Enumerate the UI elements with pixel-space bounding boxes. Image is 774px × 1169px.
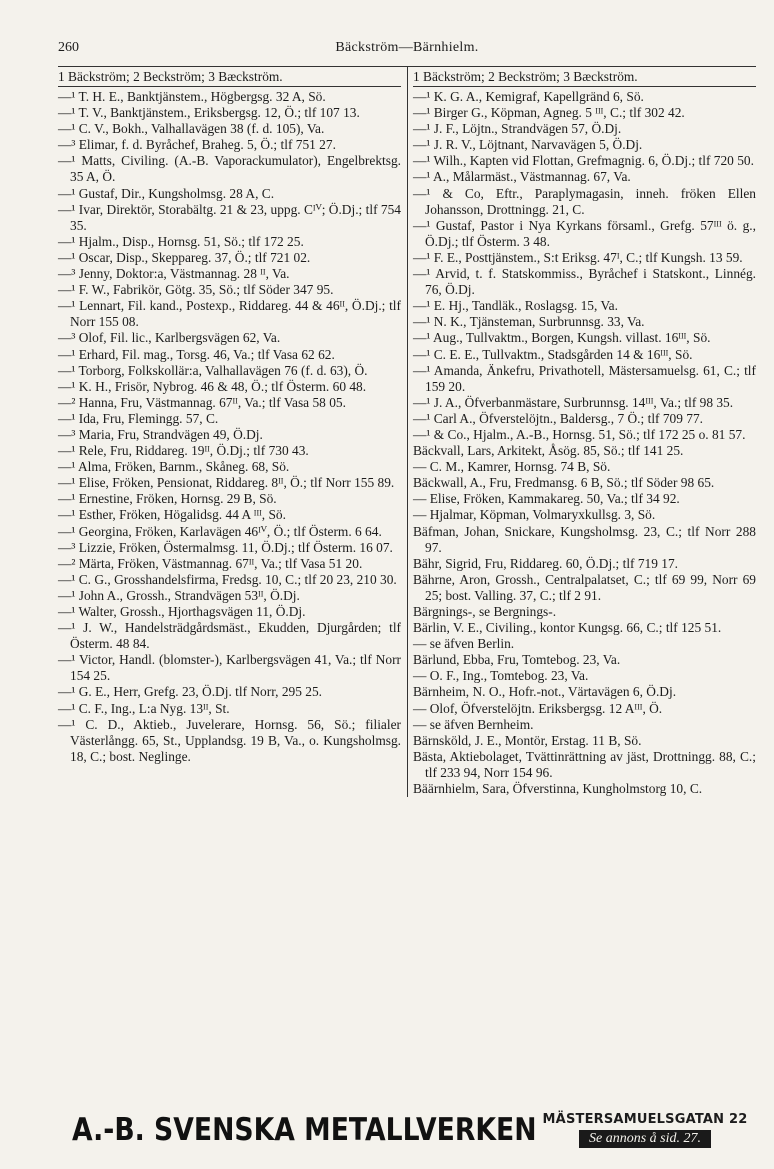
directory-entry: —³ Olof, Fil. lic., Karlbergsvägen 62, Va.	[58, 330, 281, 346]
directory-entry: —¹ Carl A., Öfverstelöjtn., Baldersg., 7 Ö.; tlf 709 77.	[413, 410, 704, 426]
directory-entry: Bärnheim, N. O., Hofr.-not., Värtavägen 6, Ö.Dj.	[413, 684, 677, 700]
left-column	[58, 67, 407, 797]
directory-entry: —¹ Birger G., Köpman, Agneg. 5 ᴵᴵᴵ, C.; tlf 302 42.	[413, 105, 685, 121]
advert-note: Se annons å sid. 27.	[579, 1130, 711, 1148]
columns	[58, 67, 756, 797]
directory-entry: —¹ C. F., Ing., L:a Nyg. 13ᴵᴵ, St.	[58, 700, 230, 716]
directory-entry: —¹ Rele, Fru, Riddareg. 19ᴵᴵ, Ö.Dj.; tlf 730 43.	[58, 443, 309, 459]
right-column	[407, 67, 756, 797]
directory-entry: —¹ & Co, Eftr., Paraplymagasin, inneh. fröken Ellen Johansson, Drottningg. 21, C.	[413, 185, 756, 217]
directory-entry: Bärnsköld, J. E., Montör, Erstag. 11 B, Sö.	[413, 732, 642, 748]
directory-entry: —¹ Erhard, Fil. mag., Torsg. 46, Va.; tlf Vasa 62 62.	[58, 346, 335, 362]
advert-company: A.-B. SVENSKA METALLVERKEN	[72, 1112, 537, 1148]
left-entry-list	[58, 89, 401, 765]
directory-entry: — Olof, Öfverstelöjtn. Eriksbergsg. 12 Aᴵᴵᴵ, Ö.	[413, 700, 663, 716]
directory-entry: —³ Elimar, f. d. Byråchef, Braheg. 5, Ö.; tlf 751 27.	[58, 137, 336, 153]
directory-entry: —¹ T. V., Banktjänstem., Eriksbergsg. 12, Ö.; tlf 107 13.	[58, 105, 360, 121]
directory-entry: Bästa, Aktiebolaget, Tvättinrättning av jäst, Drottningg. 88, C.; tlf 233 94, Norr 154 96.	[413, 748, 756, 780]
directory-entry: —² Hanna, Fru, Västmannag. 67ᴵᴵ, Va.; tlf Vasa 58 05.	[58, 394, 346, 410]
directory-entry: —¹ Georgina, Fröken, Karlavägen 46ᴵⱽ, Ö.; tlf Österm. 6 64.	[58, 523, 382, 539]
directory-entry: —¹ J. W., Handelsträdgårdsmäst., Ekudden, Djurgården; tlf Österm. 48 84.	[58, 620, 401, 652]
directory-entry: —¹ Gustaf, Pastor i Nya Kyrkans församl., Grefg. 57ᴵᴵᴵ ö. g., Ö.Dj.; tlf Österm. 3 48.	[413, 217, 756, 249]
advert-address: MÄSTERSAMUELSGATAN 22	[542, 1112, 748, 1127]
directory-entry: — Elise, Fröken, Kammakareg. 50, Va.; tlf 34 92.	[413, 491, 680, 507]
directory-entry: —² Märta, Fröken, Västmannag. 67ᴵᴵ, Va.; tlf Vasa 51 20.	[58, 555, 363, 571]
column-divider	[407, 67, 408, 797]
directory-page	[58, 40, 756, 1148]
directory-entry: —³ Lizzie, Fröken, Östermalmsg. 11, Ö.Dj.; tlf Österm. 16 07.	[58, 539, 393, 555]
directory-entry: —¹ Torborg, Folkskollär:a, Valhallavägen 76 (f. d. 63), Ö.	[58, 362, 368, 378]
directory-entry: —¹ Esther, Fröken, Högalidsg. 44 A ᴵᴵᴵ, Sö.	[58, 507, 286, 523]
directory-entry: Bäärnhielm, Sara, Öfverstinna, Kungholmstorg 10, C.	[413, 781, 703, 797]
directory-entry: — O. F., Ing., Tomtebog. 23, Va.	[413, 668, 589, 684]
directory-entry: —¹ C. E. E., Tullvaktm., Stadsgården 14 & 16ᴵᴵᴵ, Sö.	[413, 346, 693, 362]
directory-entry: —¹ C. D., Aktieb., Juvelerare, Hornsg. 56, Sö.; filialer Västerlångg. 65, St., Upplandsg. 19 B, Va., o. Kungsholmsg. 18, C.; bost. Neglinge.	[58, 716, 401, 764]
directory-entry: —¹ Alma, Fröken, Barnm., Skåneg. 68, Sö.	[58, 459, 290, 475]
directory-entry: —¹ F. W., Fabrikör, Götg. 35, Sö.; tlf Söder 347 95.	[58, 282, 334, 298]
directory-entry: —¹ John A., Grossh., Strandvägen 53ᴵᴵ, Ö.Dj.	[58, 587, 300, 603]
directory-entry: —¹ Ernestine, Fröken, Hornsg. 29 B, Sö.	[58, 491, 277, 507]
directory-entry: —³ Jenny, Doktor:a, Västmannag. 28 ᴵᴵ, Va.	[58, 266, 290, 282]
left-column-head: 1 Bäckström; 2 Beckström; 3 Bæckström.	[58, 67, 401, 87]
advert-side	[536, 1112, 754, 1148]
directory-entry: —¹ J. F., Löjtn., Strandvägen 57, Ö.Dj.	[413, 121, 622, 137]
right-entry-list	[413, 89, 756, 797]
directory-entry: —¹ Gustaf, Dir., Kungsholmsg. 28 A, C.	[58, 185, 275, 201]
directory-entry: Bärgnings-, se Bergnings-.	[413, 604, 557, 619]
directory-entry: —¹ G. E., Herr, Grefg. 23, Ö.Dj. tlf Norr, 295 25.	[58, 684, 323, 700]
directory-entry: —¹ C. V., Bokh., Valhallavägen 38 (f. d. 105), Va.	[58, 121, 325, 137]
directory-entry: —¹ K. G. A., Kemigraf, Kapellgränd 6, Sö.	[413, 89, 644, 104]
directory-entry: —¹ Hjalm., Disp., Hornsg. 51, Sö.; tlf 172 25.	[58, 233, 304, 249]
directory-entry: —¹ Arvid, t. f. Statskommiss., Byråchef i Statskont., Linnég. 76, Ö.Dj.	[413, 266, 756, 298]
directory-entry: Bäckwall, A., Fru, Fredmansg. 6 B, Sö.; tlf Söder 98 65.	[413, 475, 715, 491]
directory-entry: — se äfven Berlin.	[413, 636, 515, 652]
directory-entry: —¹ Victor, Handl. (blomster-), Karlbergsvägen 41, Va.; tlf Norr 154 25.	[58, 652, 401, 684]
directory-entry: —¹ E. Hj., Tandläk., Roslagsg. 15, Va.	[413, 298, 618, 314]
directory-entry: Bähr, Sigrid, Fru, Riddareg. 60, Ö.Dj.; tlf 719 17.	[413, 555, 679, 571]
directory-entry: —¹ Ida, Fru, Flemingg. 57, C.	[58, 410, 219, 426]
directory-entry: —¹ Aug., Tullvaktm., Borgen, Kungsh. villast. 16ᴵᴵᴵ, Sö.	[413, 330, 711, 346]
directory-entry: Bärlin, V. E., Civiling., kontor Kungsg. 66, C.; tlf 125 51.	[413, 620, 722, 636]
directory-entry: —¹ K. H., Frisör, Nybrog. 46 & 48, Ö.; tlf Österm. 60 48.	[58, 378, 367, 394]
directory-entry: — se äfven Bernheim.	[413, 716, 534, 732]
directory-entry: Bährne, Aron, Grossh., Centralpalatset, C.; tlf 69 99, Norr 69 25; bost. Valling. 37, C.; tlf 2 91.	[413, 571, 756, 603]
directory-entry: — C. M., Kamrer, Hornsg. 74 B, Sö.	[413, 459, 611, 475]
directory-entry: —¹ Matts, Civiling. (A.-B. Vaporackumulator), Engelbrektsg. 35 A, Ö.	[58, 153, 401, 185]
right-column-head: 1 Bäckström; 2 Beckström; 3 Bæckström.	[413, 67, 756, 87]
directory-entry: —¹ J. A., Öfverbanmästare, Surbrunnsg. 14ᴵᴵᴵ, Va.; tlf 98 35.	[413, 394, 734, 410]
page-header	[58, 40, 756, 62]
advertisement	[58, 1108, 756, 1156]
directory-entry: —¹ J. R. V., Löjtnant, Narvavägen 5, Ö.Dj.	[413, 137, 643, 153]
page-number: 260	[58, 40, 79, 55]
running-title: Bäckström—Bärnhielm.	[335, 40, 479, 55]
directory-entry: —¹ N. K., Tjänsteman, Surbrunnsg. 33, Va.	[413, 314, 645, 330]
directory-entry: —¹ Wilh., Kapten vid Flottan, Grefmagnig. 6, Ö.Dj.; tlf 720 50.	[413, 153, 754, 169]
directory-entry: —¹ T. H. E., Banktjänstem., Högbergsg. 32 A, Sö.	[58, 89, 326, 104]
directory-entry: —¹ Lennart, Fil. kand., Postexp., Riddareg. 44 & 46ᴵᴵ, Ö.Dj.; tlf Norr 155 08.	[58, 298, 401, 330]
directory-entry: — Hjalmar, Köpman, Volmaryxkullsg. 3, Sö.	[413, 507, 656, 523]
directory-entry: Bärlund, Ebba, Fru, Tomtebog. 23, Va.	[413, 652, 621, 668]
directory-entry: —¹ Elise, Fröken, Pensionat, Riddareg. 8ᴵᴵ, Ö.; tlf Norr 155 89.	[58, 475, 395, 491]
directory-entry: —¹ & Co., Hjalm., A.-B., Hornsg. 51, Sö.; tlf 172 25 o. 81 57.	[413, 426, 746, 442]
directory-entry: —¹ Amanda, Änkefru, Privathotell, Mästersamuelsg. 61, C.; tlf 159 20.	[413, 362, 756, 394]
directory-entry: —¹ Walter, Grossh., Hjorthagsvägen 11, Ö.Dj.	[58, 604, 306, 619]
directory-entry: —¹ C. G., Grosshandelsfirma, Fredsg. 10, C.; tlf 20 23, 210 30.	[58, 571, 397, 587]
directory-entry: —³ Maria, Fru, Strandvägen 49, Ö.Dj.	[58, 426, 263, 442]
directory-entry: —¹ Ivar, Direktör, Storabältg. 21 & 23, uppg. Cᴵⱽ; Ö.Dj.; tlf 754 35.	[58, 201, 401, 233]
directory-entry: —¹ Oscar, Disp., Skeppareg. 37, Ö.; tlf 721 02.	[58, 249, 311, 265]
directory-entry: —¹ F. E., Posttjänstem., S:t Eriksg. 47ᴵ, C.; tlf Kungsh. 13 59.	[413, 249, 743, 265]
directory-entry: Bäfman, Johan, Snickare, Kungsholmsg. 23, C.; tlf Norr 288 97.	[413, 523, 756, 555]
directory-entry: Bäckvall, Lars, Arkitekt, Åsög. 85, Sö.; tlf 141 25.	[413, 443, 684, 459]
directory-entry: —¹ A., Målarmäst., Västmannag. 67, Va.	[413, 169, 631, 185]
